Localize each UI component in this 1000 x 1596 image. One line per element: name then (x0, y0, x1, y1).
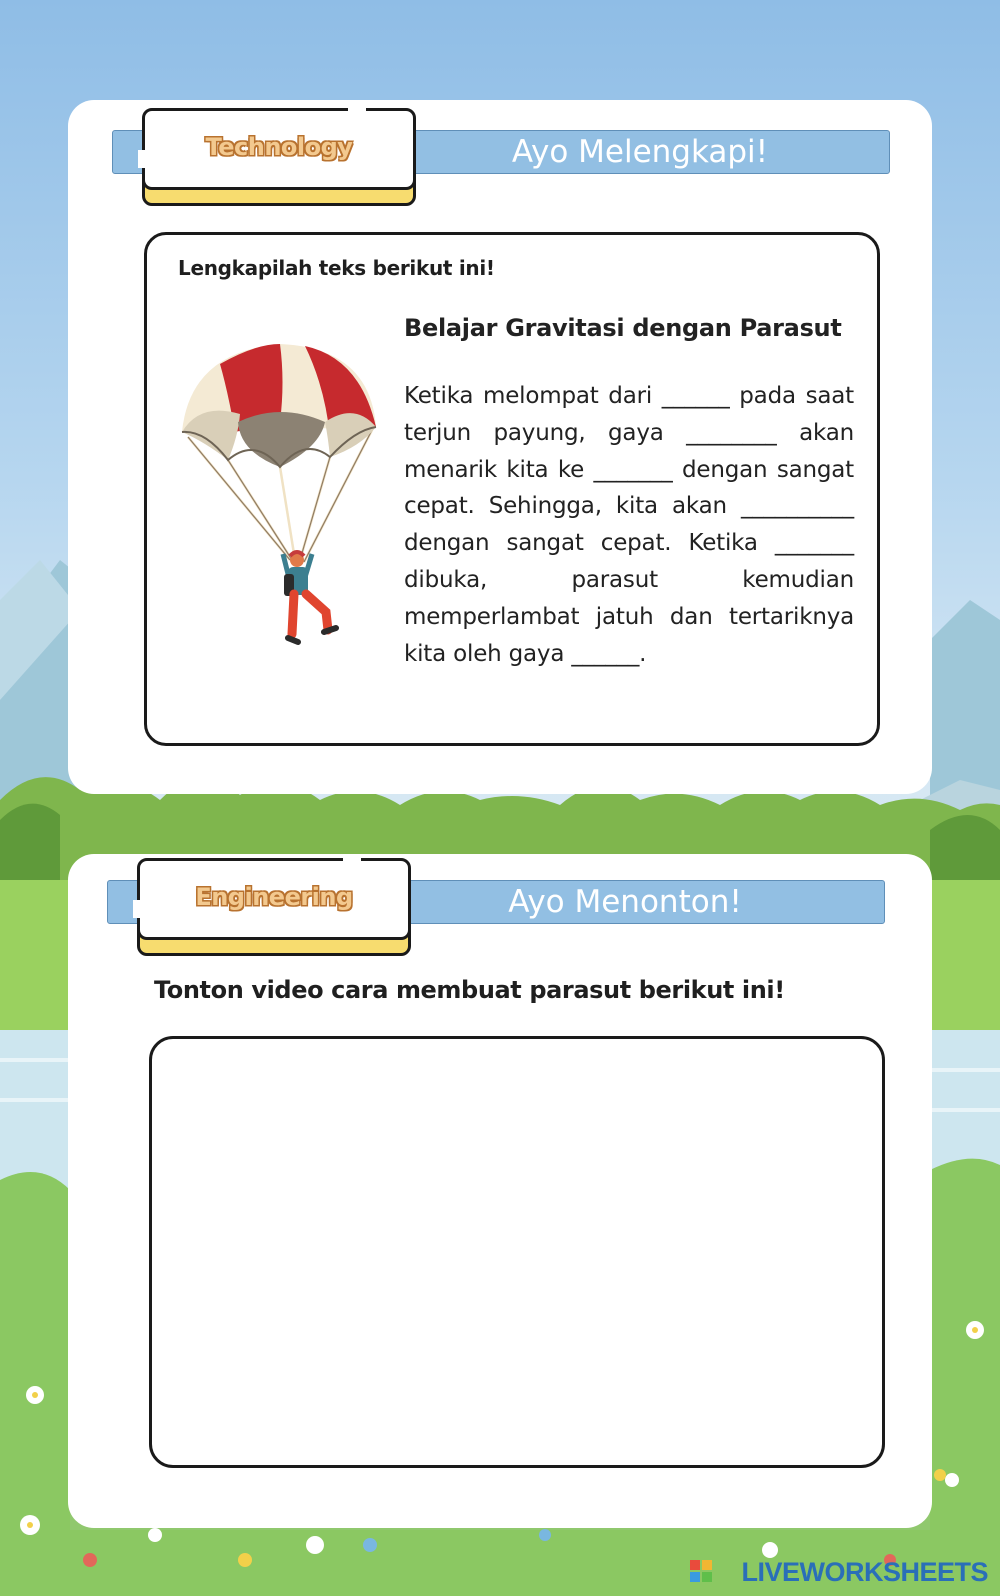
parachute-illustration (180, 342, 380, 662)
story-title: Belajar Gravitasi dengan Parasut (404, 314, 842, 342)
tag-dash-technology-2 (138, 150, 146, 168)
liveworksheets-logo-icon (690, 1560, 712, 1582)
tag-dash-engineering-2 (133, 900, 141, 918)
tag-dash-engineering (343, 856, 361, 862)
story-text: Ketika melompat dari ______ pada saat terjun payung, gaya ________ akan menarik kita ke _______ dengan sangat cepat. Sehingga, kita akan __________ dengan sangat cepat. Ketika _______ dibuka, parasut kemudian memperlambat jatuh dan tertariknya kita oleh gaya ______. (404, 383, 854, 667)
liveworksheets-watermark: LIVEWORKSHEETS (741, 1557, 988, 1587)
tag-dash-technology (348, 106, 366, 112)
tag-engineering (137, 858, 411, 940)
tag-technology (142, 108, 416, 190)
tag-label-engineering: Engineering (195, 883, 353, 911)
banner-title-technology: Ayo Melengkapi! (511, 134, 769, 170)
video-frame[interactable] (149, 1036, 885, 1468)
instruction-technology: Lengkapilah teks berikut ini! (178, 256, 495, 280)
instruction-engineering: Tonton video cara membuat parasut berikut ini! (154, 976, 785, 1004)
tag-label-technology: Technology (205, 133, 353, 161)
banner-title-engineering: Ayo Menonton! (508, 884, 742, 920)
